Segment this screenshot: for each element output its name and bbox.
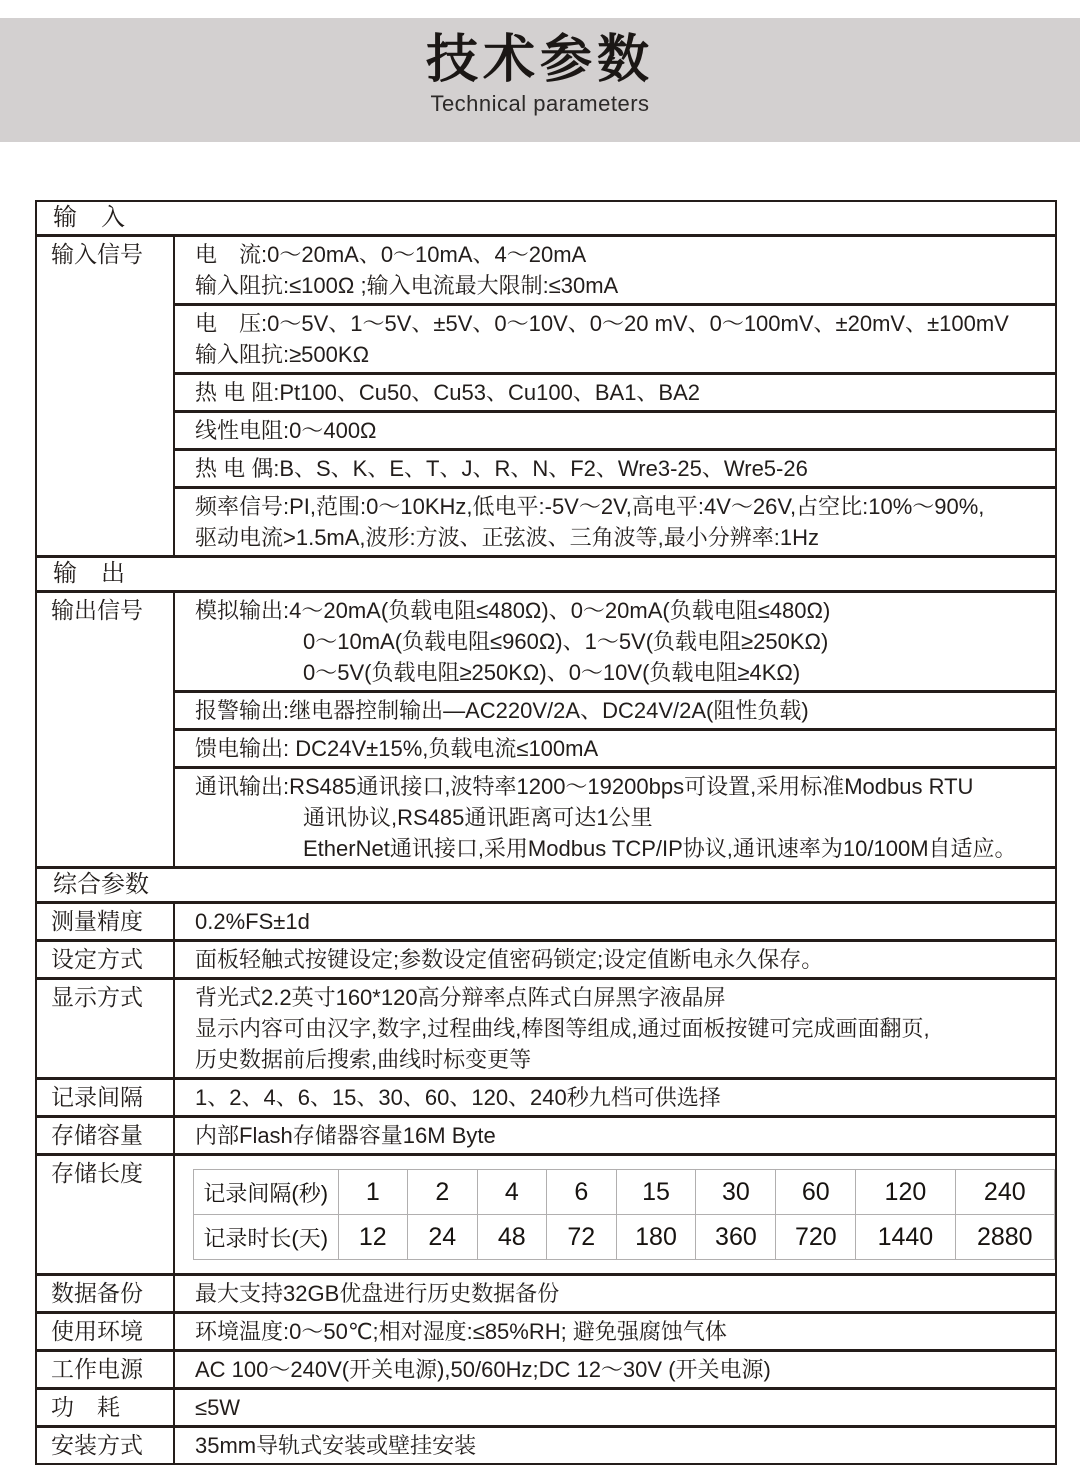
spec-line: 通讯协议,RS485通讯距离可达1公里 [303, 805, 653, 830]
page-subtitle: Technical parameters [430, 91, 650, 116]
spec-item-alarm-output [175, 690, 1055, 728]
row-setting-method [37, 939, 1055, 977]
section-header-general-label: 综合参数 [53, 871, 149, 898]
row-output-signal [37, 590, 1055, 866]
storage-interval-value: 4 [477, 1170, 547, 1215]
spec-item-current [175, 237, 1055, 303]
row-label: 安装方式 [37, 1428, 175, 1463]
spec-item-voltage [175, 303, 1055, 372]
spec-item-rtd [175, 372, 1055, 410]
row-label: 数据备份 [37, 1276, 175, 1311]
row-label: 记录间隔 [37, 1080, 175, 1115]
row-label: 显示方式 [37, 980, 175, 1077]
spec-item [175, 904, 1055, 939]
storage-duration-value: 360 [696, 1215, 776, 1260]
row-environment [37, 1311, 1055, 1349]
spec-item-frequency [175, 486, 1055, 555]
spec-line: 电 流:0～20mA、0～10mA、4～20mA [195, 242, 587, 267]
row-label: 功 耗 [37, 1390, 175, 1425]
spec-item-feed-output [175, 728, 1055, 766]
spec-item [175, 1080, 1055, 1115]
storage-interval-value: 120 [856, 1170, 955, 1215]
spec-line: EtherNet通讯接口,采用Modbus TCP/IP协议,通讯速率为10/100M自适应。 [303, 836, 1017, 861]
spec-item [175, 980, 1055, 1077]
spec-line: AC 100～240V(开关电源),50/60Hz;DC 12～30V (开关电源) [195, 1357, 771, 1382]
title-banner [0, 18, 1080, 142]
spec-item [175, 1276, 1055, 1311]
storage-duration-value: 2880 [955, 1215, 1054, 1260]
section-header-input-label: 输 入 [53, 204, 125, 231]
row-storage-capacity [37, 1115, 1055, 1153]
row-label: 设定方式 [37, 942, 175, 977]
spec-line: 模拟输出:4～20mA(负载电阻≤480Ω)、0～20mA(负载电阻≤480Ω) [195, 598, 831, 623]
storage-length-table [193, 1169, 1055, 1260]
spec-table [35, 200, 1057, 1465]
spec-line: 馈电输出: DC24V±15%,负载电流≤100mA [195, 736, 599, 761]
spec-line: 通讯输出:RS485通讯接口,波特率1200～19200bps可设置,采用标准Modbus RTU [195, 774, 974, 799]
page-title: 技术参数 [425, 31, 654, 89]
spec-line: 历史数据前后搜索,曲线时标变更等 [195, 1047, 532, 1072]
spec-line: 显示内容可由汉字,数字,过程曲线,棒图等组成,通过面板按键可完成画面翻页, [195, 1016, 930, 1041]
spec-line: 0.2%FS±1d [195, 909, 310, 934]
page [0, 18, 1080, 1465]
spec-item [175, 1390, 1055, 1425]
spec-line: 0～5V(负载电阻≥250KΩ)、0～10V(负载电阻≥4KΩ) [303, 660, 801, 685]
storage-duration-value: 72 [547, 1215, 617, 1260]
spec-item [175, 1314, 1055, 1349]
storage-duration-row [194, 1215, 1055, 1260]
spec-line: 线性电阻:0～400Ω [195, 418, 377, 443]
row-label-output-signal: 输出信号 [37, 593, 175, 866]
spec-line: 电 压:0～5V、1～5V、±5V、0～10V、0～20 mV、0～100mV、±20mV、±100mV [195, 311, 1009, 336]
row-display-method [37, 977, 1055, 1077]
section-header-output [37, 555, 1055, 590]
row-label-storage-length: 存储长度 [37, 1156, 175, 1273]
row-power-consumption [37, 1387, 1055, 1425]
storage-interval-value: 1 [338, 1170, 408, 1215]
storage-interval-header: 记录间隔(秒) [194, 1170, 339, 1215]
spec-line: 面板轻触式按键设定;参数设定值密码锁定;设定值断电永久保存。 [195, 947, 824, 972]
row-storage-length [37, 1153, 1055, 1273]
spec-line: 频率信号:PI,范围:0～10KHz,低电平:-5V～2V,高电平:4V～26V,占空比:10%～90%, [195, 494, 985, 519]
row-record-interval [37, 1077, 1055, 1115]
storage-duration-header: 记录时长(天) [194, 1215, 339, 1260]
row-data-backup [37, 1273, 1055, 1311]
storage-duration-value: 1440 [856, 1215, 955, 1260]
spec-line: 报警输出:继电器控制输出—AC220V/2A、DC24V/2A(阻性负载) [195, 698, 809, 723]
spec-item [175, 1352, 1055, 1387]
spec-line: 最大支持32GB优盘进行历史数据备份 [195, 1281, 560, 1306]
row-label: 工作电源 [37, 1352, 175, 1387]
spec-item [175, 1428, 1055, 1463]
spec-line: 热 电 偶:B、S、K、E、T、J、R、N、F2、Wre3-25、Wre5-26 [195, 456, 808, 481]
storage-interval-row [194, 1170, 1055, 1215]
spec-line: 输入阻抗:≥500KΩ [195, 342, 370, 367]
spec-line: 35mm导轨式安装或壁挂安装 [195, 1433, 477, 1458]
spec-line: 输入阻抗:≤100Ω ;输入电流最大限制:≤30mA [195, 273, 619, 298]
storage-interval-value: 240 [955, 1170, 1054, 1215]
row-power-supply [37, 1349, 1055, 1387]
spec-item [175, 942, 1055, 977]
row-label: 使用环境 [37, 1314, 175, 1349]
spec-line: 驱动电流>1.5mA,波形:方波、正弦波、三角波等,最小分辨率:1Hz [195, 525, 820, 550]
storage-interval-value: 30 [696, 1170, 776, 1215]
row-accuracy [37, 901, 1055, 939]
spec-item-analog-output [175, 593, 1055, 690]
row-mounting [37, 1425, 1055, 1463]
row-input-signal [37, 234, 1055, 555]
row-label: 存储容量 [37, 1118, 175, 1153]
spec-line: 热 电 阻:Pt100、Cu50、Cu53、Cu100、BA1、BA2 [195, 380, 701, 405]
storage-duration-value: 12 [338, 1215, 408, 1260]
input-signal-content [175, 237, 1055, 555]
spec-item-linear-resistance [175, 410, 1055, 448]
section-header-general [37, 866, 1055, 901]
storage-interval-value: 15 [616, 1170, 696, 1215]
row-label-input-signal: 输入信号 [37, 237, 175, 555]
spec-line: ≤5W [195, 1395, 241, 1420]
spec-line: 内部Flash存储器容量16M Byte [195, 1123, 496, 1148]
storage-duration-value: 24 [408, 1215, 478, 1260]
row-label: 测量精度 [37, 904, 175, 939]
spec-line: 0～10mA(负载电阻≤960Ω)、1～5V(负载电阻≥250KΩ) [303, 629, 829, 654]
storage-table-wrap [175, 1156, 1055, 1273]
spec-item-thermocouple [175, 448, 1055, 486]
spec-item [175, 1118, 1055, 1153]
spec-item-comm-output [175, 766, 1055, 866]
section-header-output-label: 输 出 [53, 560, 125, 587]
storage-interval-value: 2 [408, 1170, 478, 1215]
storage-duration-value: 180 [616, 1215, 696, 1260]
storage-duration-value: 720 [776, 1215, 856, 1260]
spec-line: 环境温度:0～50℃;相对湿度:≤85%RH; 避免强腐蚀气体 [195, 1319, 727, 1344]
storage-interval-value: 6 [547, 1170, 617, 1215]
storage-interval-value: 60 [776, 1170, 856, 1215]
spec-line: 背光式2.2英寸160*120高分辩率点阵式白屏黑字液晶屏 [195, 985, 726, 1010]
section-header-input [37, 202, 1055, 234]
output-signal-content [175, 593, 1055, 866]
storage-duration-value: 48 [477, 1215, 547, 1260]
spec-line: 1、2、4、6、15、30、60、120、240秒九档可供选择 [195, 1085, 721, 1110]
